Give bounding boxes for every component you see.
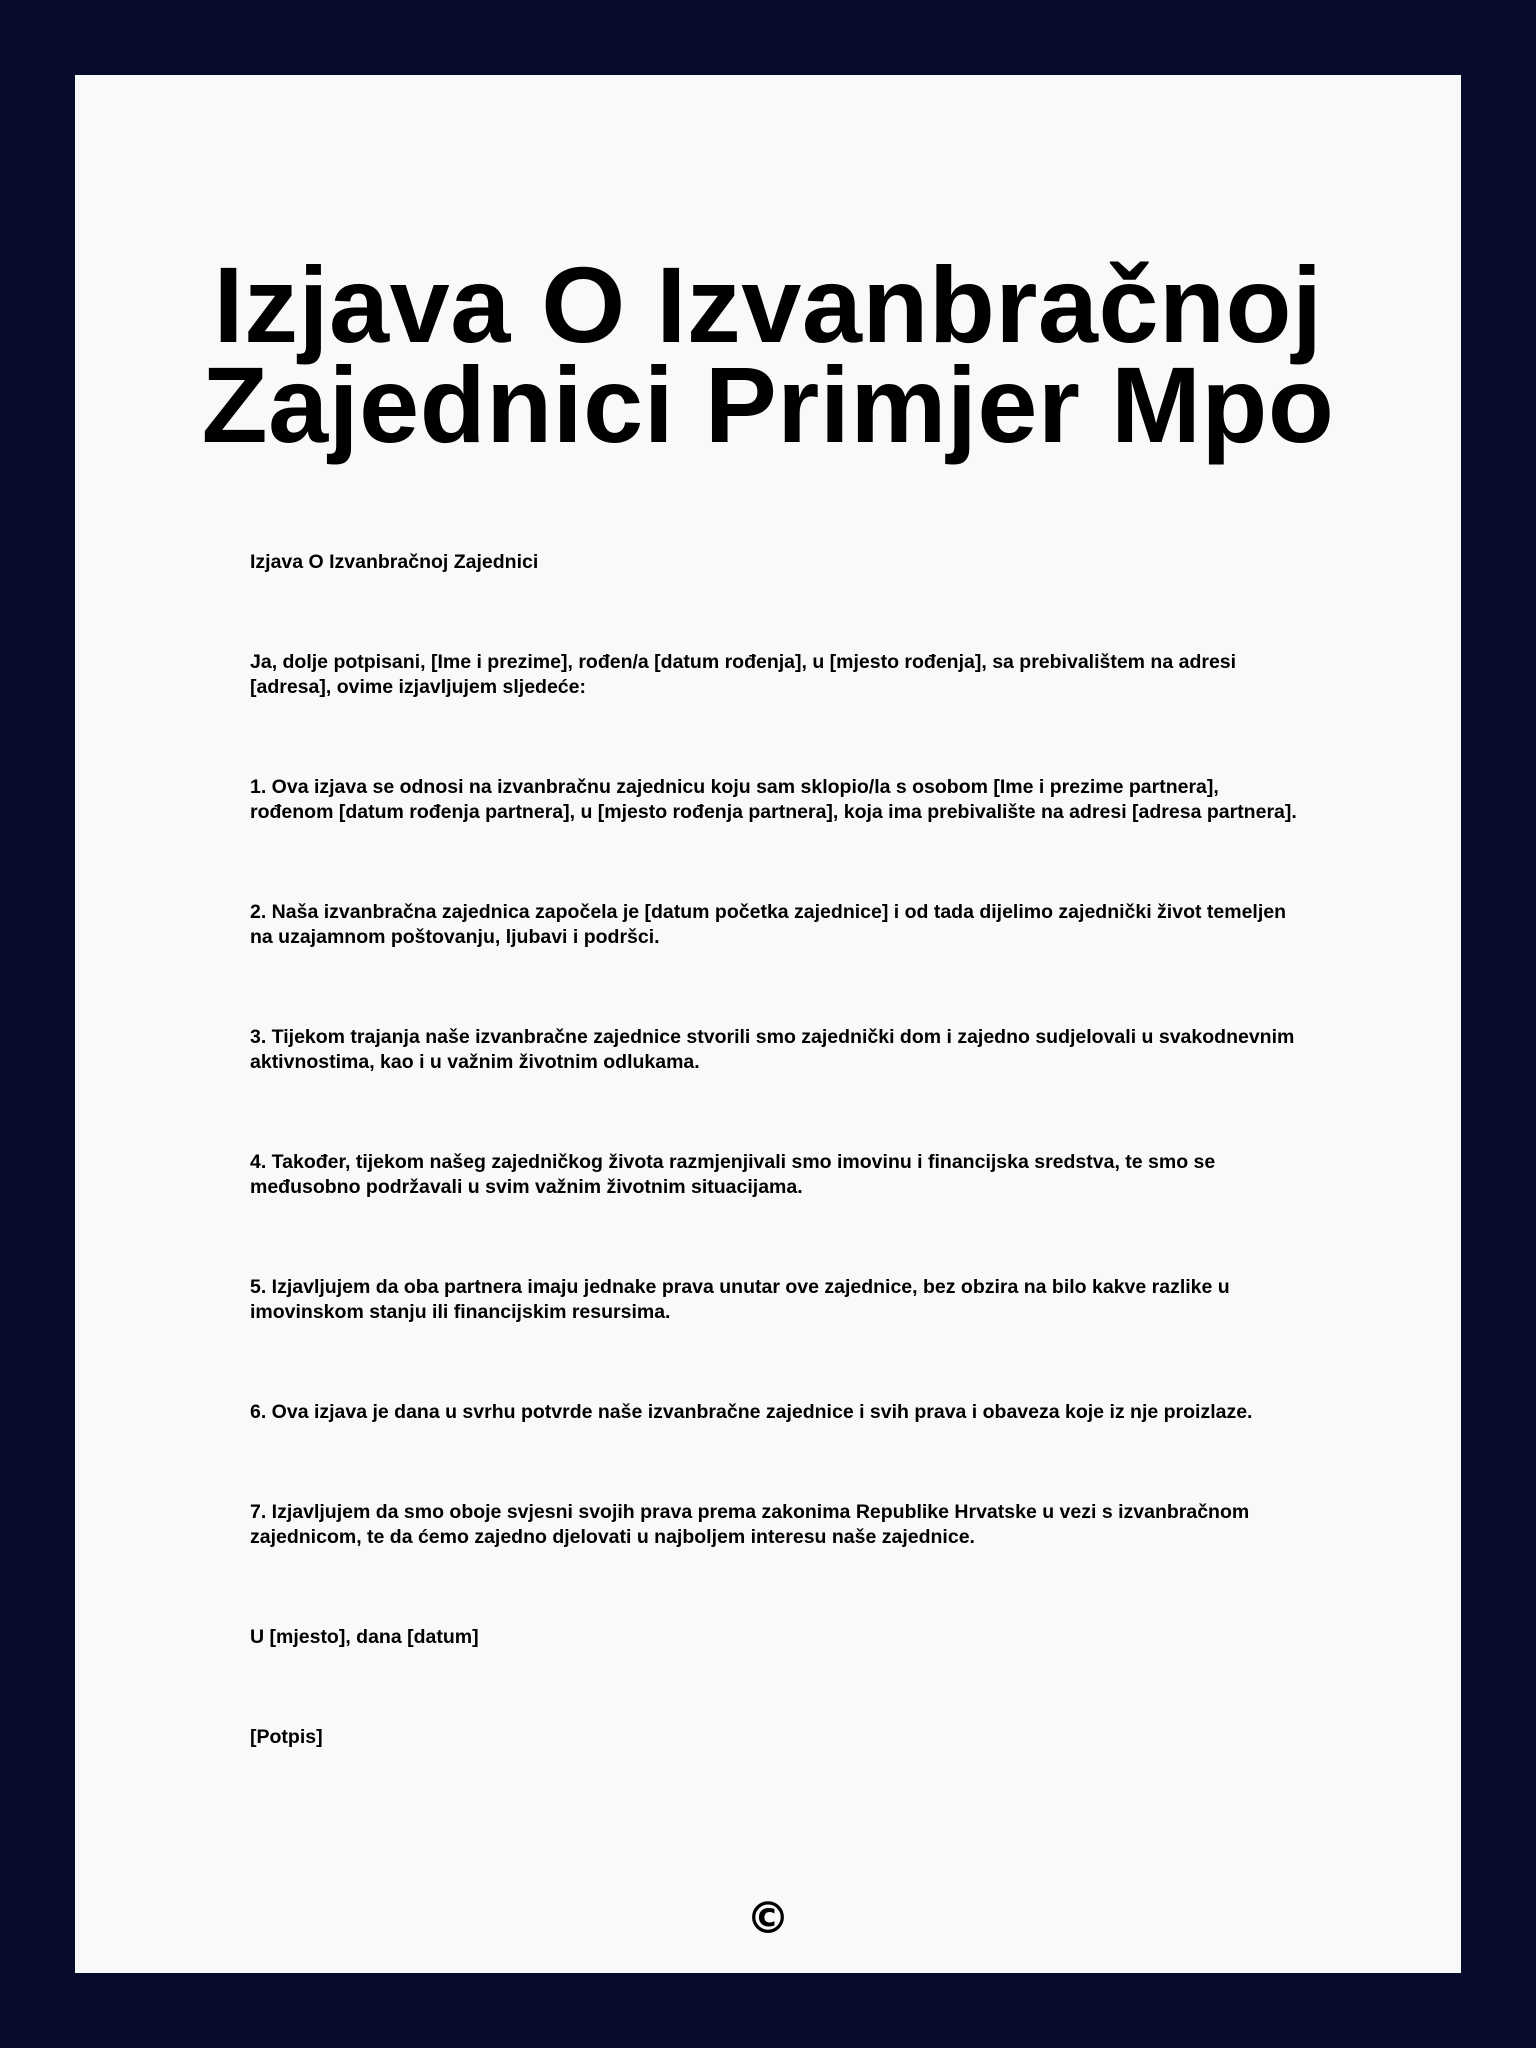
clause-1: 1. Ova izjava se odnosi na izvanbračnu zajednicu koju sam sklopio/la s osobom [Ime i prezime partnera], rođenom [datum rođenja partnera], u [mjesto rođenja partnera], koja ima prebivalište na adresi [adresa partnera]. — [250, 776, 1297, 823]
intro-paragraph: Ja, dolje potpisani, [Ime i prezime], rođen/a [datum rođenja], u [mjesto rođenja], sa prebivalištem na adresi [adresa], ovime izjavljujem sljedeće: — [250, 651, 1237, 698]
clause-3: 3. Tijekom trajanja naše izvanbračne zajednice stvorili smo zajednički dom i zajedno sudjelovali u svakodnevnim aktivnostima, kao i u važnim životnim odlukama. — [250, 1026, 1295, 1073]
signature-line: [Potpis] — [250, 1726, 323, 1748]
document-subtitle: Izjava O Izvanbračnoj Zajednici — [250, 551, 539, 573]
clause-6: 6. Ova izjava je dana u svrhu potvrde naše izvanbračne zajednice i svih prava i obaveza koje iz nje proizlaze. — [250, 1401, 1253, 1423]
place-date-line: U [mjesto], dana [datum] — [250, 1626, 479, 1648]
clause-4: 4. Također, tijekom našeg zajedničkog života razmjenjivali smo imovinu i financijska sredstva, te smo se međusobno podržavali u svim važnim životnim situacijama. — [250, 1151, 1216, 1198]
clause-7: 7. Izjavljujem da smo oboje svjesni svojih prava prema zakonima Republike Hrvatske u vezi s izvanbračnom zajednicom, te da ćemo zajedno djelovati u najboljem interesu naše zajednice. — [250, 1501, 1250, 1548]
document-title: Izjava O Izvanbračnoj Zajednici Primjer Mpo — [201, 244, 1335, 465]
copyright-icon: © — [746, 1893, 790, 1944]
clause-5: 5. Izjavljujem da oba partnera imaju jednake prava unutar ove zajednice, bez obzira na bilo kakve razlike u imovinskom stanju ili financijskim resursima. — [250, 1276, 1230, 1323]
document-body — [250, 550, 1300, 1750]
clause-2: 2. Naša izvanbračna zajednica započela je [datum početka zajednice] i od tada dijelimo zajednički život temeljen na uzajamnom poštovanju, ljubavi i podršci. — [250, 901, 1287, 948]
document-page — [75, 75, 1461, 1973]
